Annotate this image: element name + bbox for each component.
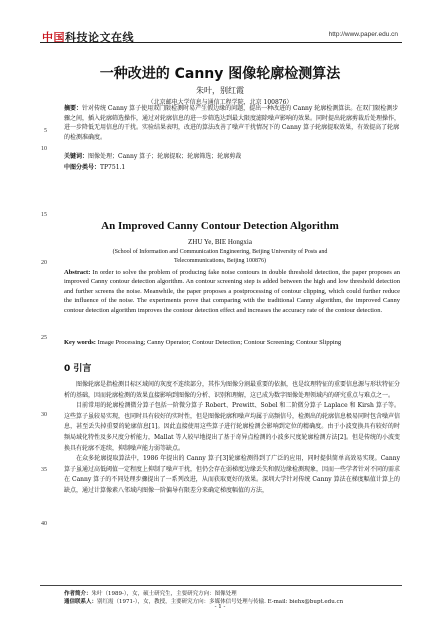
keywords-en: [64, 338, 400, 347]
authors-en: ZHU Ye, BIE Hongxia: [188, 238, 252, 246]
header-url[interactable]: http://www.paper.edu.cn: [328, 31, 398, 38]
keywords-en-text: Image Processing; Canny Operator; Contour Detection; Contour Screening; Contour Slipping: [97, 339, 342, 346]
footnote-rule: [40, 585, 402, 586]
paragraph: 目前常用的轮廓检测微分算子包括一阶微分算子 Robert、Prewitt、Sobel 和二阶微分算子 Laplace 和 Kirsh 算子等。这些算子虽较易实现，也同时具有较好的实时性，但是图像轮廓和噪声均属于高频信号，检测出的轮廓信息极易同时包含噪声信息，甚至丢失掉重要的轮廓信息[1]。因此直接使用这些算子进行轮廓检测会影响到定位的精确度。由于小波变换具有较好的时频局域化特性及多尺度分析能力，Mallat 等人较早地提出了基于奇异点检测的小波多尺度轮廓检测方法[2]。但是传统的小波变换具有轮廓不连续，抑制噪声能力弱等缺点。: [64, 402, 401, 452]
line-number: 15: [41, 212, 47, 218]
line-number: 10: [41, 146, 47, 152]
keywords-en-label: Key words:: [64, 339, 96, 346]
line-number: 40: [41, 521, 47, 527]
abstract-en: [64, 268, 400, 315]
abstract-cn-text: 针对传统 Canny 算子使用双门限检测时易产生假边缘的问题，提出一种改进的 Canny 轮廓检测算法。在双门限检测步骤之间，插入轮廓筛选操作，通过对轮廓信息的进一步筛选达到最大限度滤除噪声影响的效果。同时提出轮廓剪裁后处理操作，进一步降低无用信息的干扰。实验结果表明，改进的算法改善了噪声干扰情况下的 Canny 算子轮廓提取效果，有效提高了轮廓的检测准确度。: [64, 105, 401, 141]
abstract-en-label: Abstract:: [64, 269, 91, 276]
line-number: 35: [41, 467, 47, 473]
paragraph: 在众多轮廓提取算法中，1986 年提出的 Canny 算子[3]轮廓检测得到了广泛的应用，同时提供简单高效易实现。Canny 算子虽通过高低阈值一定程度上抑制了噪声干扰，但仍会存在弱梯度边缘丢失和假边缘检测现象，因而一些学者针对不同的需求在 Canny 算子的不同处理步骤提出了一系列改进，从而获取更好的效果。深圳大学针对传统 Canny 算法在梯度幅值计算上的缺点，通过计算像素八邻域内图像一阶偏导有限差分来确定梯度幅值的方法，: [64, 455, 401, 494]
keywords-cn: [64, 152, 400, 162]
body-text: [64, 380, 400, 497]
keywords-cn-text: 图像处理；Canny 算子；轮廓提取；轮廓筛选；轮廓剪裁: [88, 153, 242, 160]
footnote-author: [64, 590, 400, 598]
classification-cn-label: 中图分类号：: [64, 164, 101, 171]
keywords-cn-label: 关键词：: [64, 153, 89, 160]
classification-cn-text: TP751.1: [100, 164, 126, 171]
logo-red-text: 中国: [42, 31, 65, 44]
title-cn: 一种改进的 Canny 图像轮廓检测算法: [99, 66, 341, 82]
footnote-author-text: 朱叶（1989-），女，硕士研究生，主要研究方向：图像处理: [91, 591, 237, 597]
page-number: - 1 -: [214, 604, 226, 610]
line-number: 5: [44, 128, 47, 134]
affiliation-cn: （北京邮电大学信息与通信工程学院，北京 100876）: [147, 99, 293, 106]
logo-black-text: 科技论文在线: [65, 31, 134, 44]
abstract-cn: [64, 104, 400, 142]
footnote-contact-text: 别红霞（1971-），女，教授，主要研究方向：多媒体信号处理与传输. E-mail: biehx@bupt.edu.cn: [97, 599, 344, 605]
header-rule: [40, 42, 402, 43]
paragraph: 图像轮廓是指检测目标区域间的灰度不连续部分，其作为图像分割最重要的依据，也是纹理特征的重要信息源与形状特征分析的基础，因而轮廓检测的效果直接影响到图像的分析、识别和理解，这已成为数字图像处理领域内的研究重点与难点之一。: [64, 381, 401, 399]
footnote-contact-label: 通信联系人：: [64, 599, 98, 605]
section-heading: 0 引言: [64, 364, 92, 374]
line-number: 20: [41, 260, 47, 266]
line-number: 30: [41, 412, 47, 418]
affiliation-en-line-1: (School of Information and Communication Engineering, Beijing University of Posts and: [112, 249, 328, 255]
affiliation-en-line-2: Telecommunications, Beijing 100876): [173, 258, 267, 264]
authors-cn: 朱叶，别红霞: [196, 86, 244, 95]
footnote-author-label: 作者简介：: [64, 591, 92, 597]
title-en: An Improved Canny Contour Detection Algorithm: [101, 220, 339, 232]
classification-cn: [64, 162, 400, 171]
abstract-en-text: In order to solve the problem of producing fake noise contours in double threshold detection, the paper proposes an improved Canny contour detection algorithm. An contour screening step is added between the high and low threshold detection and further screens the noise. Meanwhile, the paper proposes a postprocessing of contour clipping, which could further reduce the influence of the noise. The experiments prove that comparing with the traditional Canny algorithm, the improved Canny contour detection algorithm improves the contour detection effect and increases the accuracy rate of the contour detection.: [64, 269, 401, 314]
affiliation-en: [0, 248, 440, 266]
abstract-cn-label: 摘要：: [64, 105, 83, 112]
line-number: 25: [41, 335, 47, 341]
